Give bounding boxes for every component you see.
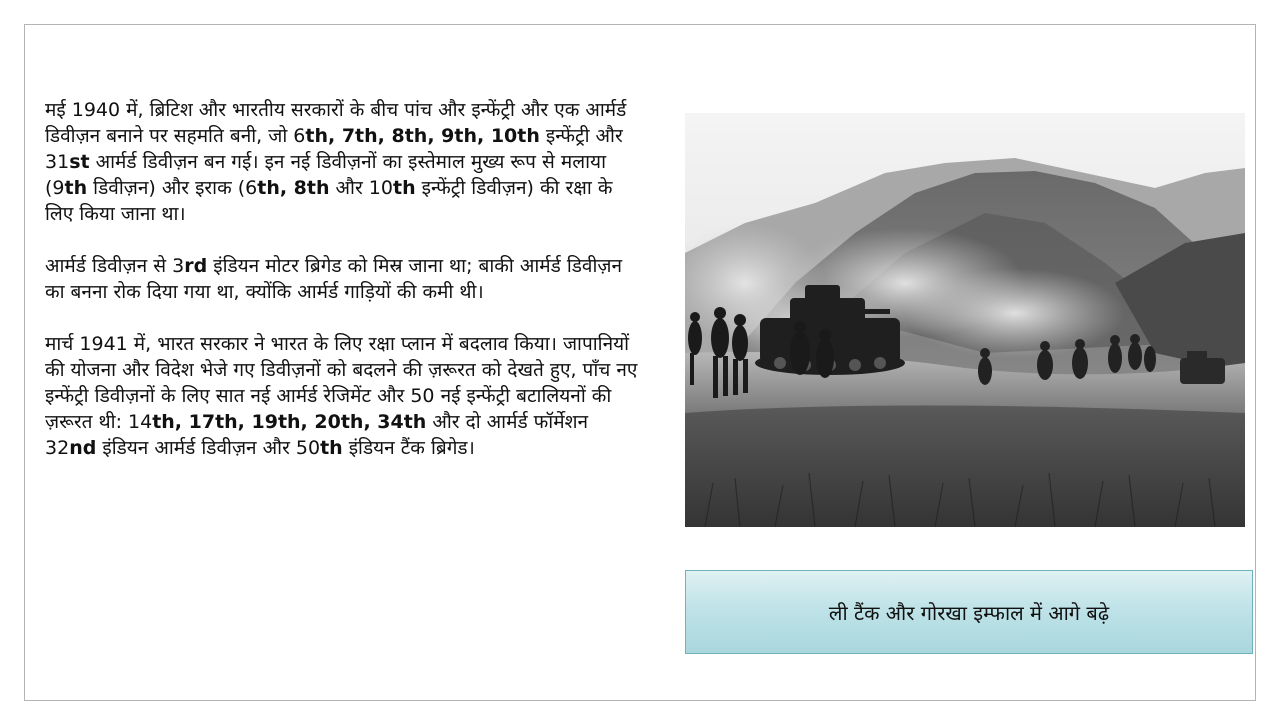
bold-ordinal-run: st	[69, 151, 90, 173]
text-run: आर्मर्ड डिवीज़न से 3	[45, 255, 185, 277]
text-run: और 10	[329, 177, 393, 199]
paragraph-3	[45, 331, 640, 461]
bold-ordinal-run: th	[64, 177, 88, 199]
text-run: इन्फेंट्री डिवीज़न) की रक्षा के लिए किया जाना था।	[45, 177, 613, 225]
bold-ordinal-run: th, 17th, 19th, 20th, 34th	[152, 411, 427, 433]
paragraph-2	[45, 253, 640, 305]
caption-box	[685, 570, 1253, 654]
text-run: इंडियन टैंक ब्रिगेड।	[342, 437, 475, 459]
text-run: आर्मर्ड डिवीज़न बन गई। इन नई डिवीज़नों का इस्तेमाल मुख्य रूप से मलाया (9	[45, 151, 607, 199]
bold-ordinal-run: rd	[184, 255, 208, 277]
text-run: इंडियन आर्मर्ड डिवीज़न और 50	[96, 437, 321, 459]
paragraph-1	[45, 97, 640, 227]
text-run: डिवीज़न) और इराक (6	[87, 177, 258, 199]
text-run: इन्फेंट्री और 31	[45, 125, 623, 173]
text-run: और दो आर्मर्ड फॉर्मेशन 32	[45, 411, 589, 459]
photo-caption: ली टैंक और गोरखा इम्फाल में आगे बढ़े	[828, 600, 1110, 625]
bold-ordinal-run: nd	[69, 437, 97, 459]
historical-photo-tank-soldiers	[685, 113, 1245, 527]
text-run: मई 1940 में, ब्रिटिश और भारतीय सरकारों के बीच पांच और इन्फेंट्री और एक आर्मर्ड डिवीज़न बनाने पर सहमति बनी, जो 6	[45, 99, 627, 147]
body-text	[45, 97, 640, 487]
bold-ordinal-run: th	[320, 437, 343, 459]
bold-ordinal-run: th, 8th	[257, 177, 330, 199]
bold-ordinal-run: th	[392, 177, 416, 199]
text-run: इंडियन मोटर ब्रिगेड को मिस्र जाना था; बाकी आर्मर्ड डिवीज़न का बनना रोक दिया गया था, क्योंकि आर्मर्ड गाड़ियों की कमी थी।	[45, 255, 623, 303]
text-run: मार्च 1941 में, भारत सरकार ने भारत के लिए रक्षा प्लान में बदलाव किया। जापानियों की योजना और विदेश भेजे गए डिवीज़नों को बदलने की ज़रूरत को देखते हुए, पाँच नए इन्फेंट्री डिवीज़नों के लिए सात नई आर्मर्ड रेजिमेंट और 50 नई इन्फेंट्री बटालियनों की ज़रूरत थी: 14	[45, 333, 638, 433]
bold-ordinal-run: th, 7th, 8th, 9th, 10th	[305, 125, 540, 147]
